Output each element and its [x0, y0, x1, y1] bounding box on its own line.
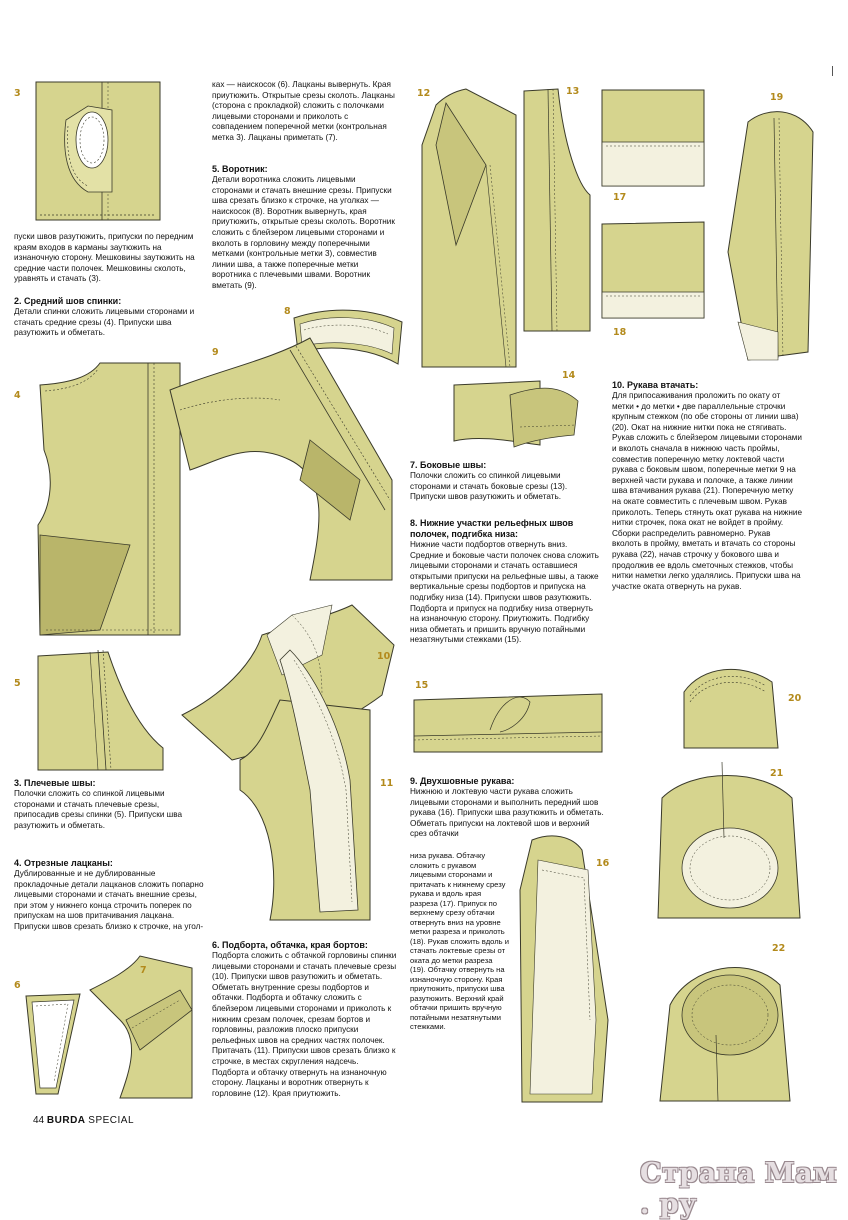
- figure-12-front-turned: [416, 85, 521, 370]
- section-10-body: Для припосаживания проложить по окату от метки • до метки • две параллельные строчки крупным стежком (по обе стороны от линии шва) (20). Окат на нижние нитки пока не стягивать. Рукав сложить с блейзером лицевыми сторонами и вколоть сначала в нижнюю часть проймы, совместив поперечную метку локтевой части рукава с боковым швом, поперечные метки 9 на верхней части рукава и полочке, а также линии шва втачивания рукава (21). Поперечную метку на окате совместить с плечевым швом. Рукав приколоть. Теперь стянуть окат рукава на нижние нитки строчек, пока окат не войдет в пройму. Сборки распределить равномерно. Рукав вколоть в пройму, вметать и втачать со стороны рукава (22), начав строчку у бокового шва и продолжив ее вдоль сметочных стежков, чтобы нитки наметки легко удалялись. Припуски шва на участке оката отвернуть на рукав.: [612, 391, 803, 591]
- figure-number-8: 8: [284, 306, 291, 317]
- section-3-body: Полочки сложить со спинкой лицевыми сторонами и стачать плечевые срезы, припосадив срезы спинки (5). Припуски шва разутюжить и обметать.: [14, 789, 183, 830]
- section-9-sleeves-cont: [410, 851, 510, 1032]
- page-footer: [33, 1115, 134, 1126]
- figure-number-11: 11: [380, 778, 394, 789]
- section-8-hem: [410, 518, 600, 646]
- figure-16-sleeve: [512, 830, 612, 1105]
- figure-number-17: 17: [613, 192, 627, 203]
- figure-number-5: 5: [14, 678, 21, 689]
- figure-15-hand-hem: [410, 680, 605, 755]
- figure-3-pocket-bag: [28, 80, 168, 225]
- section-6-body: Подборта сложить с обтачкой горловины спинки лицевыми сторонами и стачать плечевые срезы (10). Припуски швов разутюжить и обметать. Обметать внутренние срезы подбортов и обтачки. Подборта и обтачку сложить с блейзером лицевыми сторонами и приколоть к нижним срезам полочек, срезам бортов и горловины, разложив плоско припуски рельефных швов на средних частях полочек. Притачать (11). Припуски швов срезать близко к строчке, в местах скругления надсечь. Подборта и обтачку отвернуть на изнаночную сторону. Лацканы и воротник отвернуть к горловине (12). Края приутюжить.: [212, 951, 397, 1098]
- figure-20-sleeve-cap: [672, 662, 782, 752]
- section-4-body: Дублированные и не дублированные прокладочные детали лацканов сложить попарно лицевыми сторонами и стачать внешние срезы, при этом у нижнего конца строчить поперек по припускам на шов притачивания лацкана. Припуски швов срезать близко к строчке, на угол-: [14, 869, 204, 931]
- watermark: Страна Мам . ру: [640, 1158, 838, 1220]
- figure-number-13: 13: [566, 86, 580, 97]
- section-5-heading: 5. Воротник:: [212, 164, 268, 174]
- figure-number-3: 3: [14, 88, 21, 99]
- figure-number-10: 10: [377, 651, 391, 662]
- figure-number-21: 21: [770, 768, 784, 779]
- lapel-continuation: ках — наискосок (6). Лацканы вывернуть. Края приутюжить. Открытые срезы сколоть. Лацканы (сторона с прокладкой) сложить с полочками лицевыми сторонами и приколоть с совпадением поперечной метки (контрольная метка 3). Лацканы приметать (7).: [212, 80, 395, 142]
- figure-number-16: 16: [596, 858, 610, 869]
- figure-number-7: 7: [140, 965, 147, 976]
- section-3-shoulder-seams: [14, 778, 204, 831]
- figure-22-sleeve-stitched: [640, 945, 800, 1105]
- section-3-heading: 3. Плечевые швы:: [14, 778, 96, 788]
- text-column-1-top: [14, 232, 204, 285]
- figure-6-lapel: [18, 990, 88, 1100]
- section-10-set-in-sleeves: [612, 380, 802, 592]
- section-8-body: Нижние части подбортов отвернуть вниз. Средние и боковые части полочек снова сложить лицевыми сторонами и стачать оставшиеся открытыми припуски на рельефные швы, а также вертикальные срезы подбортов и припуска на подгибку низа (14). Припуски швов разутюжить. Подборта и припуск на подгибку низа отвернуть на изнаночную сторону. Приутюжить. Подгибку низа обметать и пришить вручную потайными незатянутыми стежками (15).: [410, 540, 599, 645]
- figure-19-sleeve-seam: [718, 102, 818, 364]
- section-2-back-seam: [14, 296, 204, 339]
- figure-5-shoulder-seam: [28, 648, 168, 773]
- section-7-heading: 7. Боковые швы:: [410, 460, 487, 470]
- section-9-body-b: низа рукава. Обтачку сложить с рукавом лицевыми сторонами и притачать к нижнему срезу рукава и вдоль края разреза (17). Припуск по верхнему срезу обтачки отвернуть вниз на уровне метки разреза и приколоть (18). Рукав сложить вдоль и стачать локтевые срезы от оката до метки разреза (19). Обтачку отвернуть на изнаночную сторону. Края приутюжить, припуски шва разутюжить. Верхний край обтачки пришить вручную потайными незатянутыми стежками.: [410, 851, 509, 1031]
- intro-paragraph: пуски швов разутюжить, припуски по передним краям входов в карманы заутюжить на изнаночную сторону. Мешковины заутюжить на средние части полочек. Мешковины сколоть, уравнять и стачать (3).: [14, 232, 195, 284]
- figure-14-hem: [450, 375, 585, 455]
- figure-21-sleeve-pinned: [652, 758, 802, 923]
- figure-number-19: 19: [770, 92, 784, 103]
- section-7-side-seams: [410, 460, 600, 503]
- figure-number-18: 18: [613, 327, 627, 338]
- page-edge-mark: [832, 66, 833, 76]
- figure-18-facing-pinned: [598, 218, 708, 323]
- brand-name: BURDA: [46, 1115, 86, 1126]
- section-2-heading: 2. Средний шов спинки:: [14, 296, 122, 306]
- figure-number-12: 12: [417, 88, 431, 99]
- text-column-2-top: [212, 80, 397, 144]
- figure-number-9: 9: [212, 347, 219, 358]
- figure-13-side-seam: [518, 85, 593, 335]
- section-5-body: Детали воротника сложить лицевыми сторонами и стачать внешние срезы. Припуски шва срезать близко к строчке, на уголках — наискосок (8). Воротник вывернуть, края приутюжить, открытые срезы сколоть. Воротник сложить с блейзером лицевыми сторонами и вколоть в горловину между поперечными метками (контрольные метки 3), совместив линии шва, а также поперечные метки воротника с плечевыми швами. Воротник вметать (9).: [212, 175, 395, 290]
- figure-number-6: 6: [14, 980, 21, 991]
- section-10-heading: 10. Рукава втачать:: [612, 380, 699, 390]
- figure-17-sleeve-facing: [598, 86, 708, 191]
- section-6-heading: 6. Подборта, обтачка, края бортов:: [212, 940, 368, 950]
- section-6-facings: [212, 940, 397, 1099]
- section-9-sleeves: [410, 776, 606, 840]
- section-5-collar: [212, 164, 397, 292]
- figure-number-15: 15: [415, 680, 429, 691]
- page-number: 44: [33, 1115, 45, 1126]
- figure-number-4: 4: [14, 390, 21, 401]
- section-4-lapels: [14, 858, 204, 933]
- figure-11-front-facing: [230, 640, 380, 940]
- section-8-heading: 8. Нижние участки рельефных швов полочек, подгибка низа:: [410, 518, 574, 539]
- figure-number-22: 22: [772, 943, 786, 954]
- brand-edition: SPECIAL: [88, 1115, 135, 1126]
- section-7-body: Полочки сложить со спинкой лицевыми сторонами и стачать боковые срезы (13). Припуски швов разутюжить и обметать.: [410, 471, 568, 502]
- figure-number-20: 20: [788, 693, 802, 704]
- section-2-body: Детали спинки сложить лицевыми сторонами и стачать средние срезы (4). Припуски шва разутюжить и обметать.: [14, 307, 195, 338]
- section-9-body-a: Нижнюю и локтевую части рукава сложить лицевыми сторонами и выполнить передний шов рукава (16). Припуски шва разутюжить и обметать. Обметать припуски на локтевой шов и верхний срез обтачки: [410, 787, 604, 839]
- section-9-heading: 9. Двухшовные рукава:: [410, 776, 515, 786]
- figure-number-14: 14: [562, 370, 576, 381]
- figure-9-collar-basted: [160, 330, 395, 590]
- section-4-heading: 4. Отрезные лацканы:: [14, 858, 113, 868]
